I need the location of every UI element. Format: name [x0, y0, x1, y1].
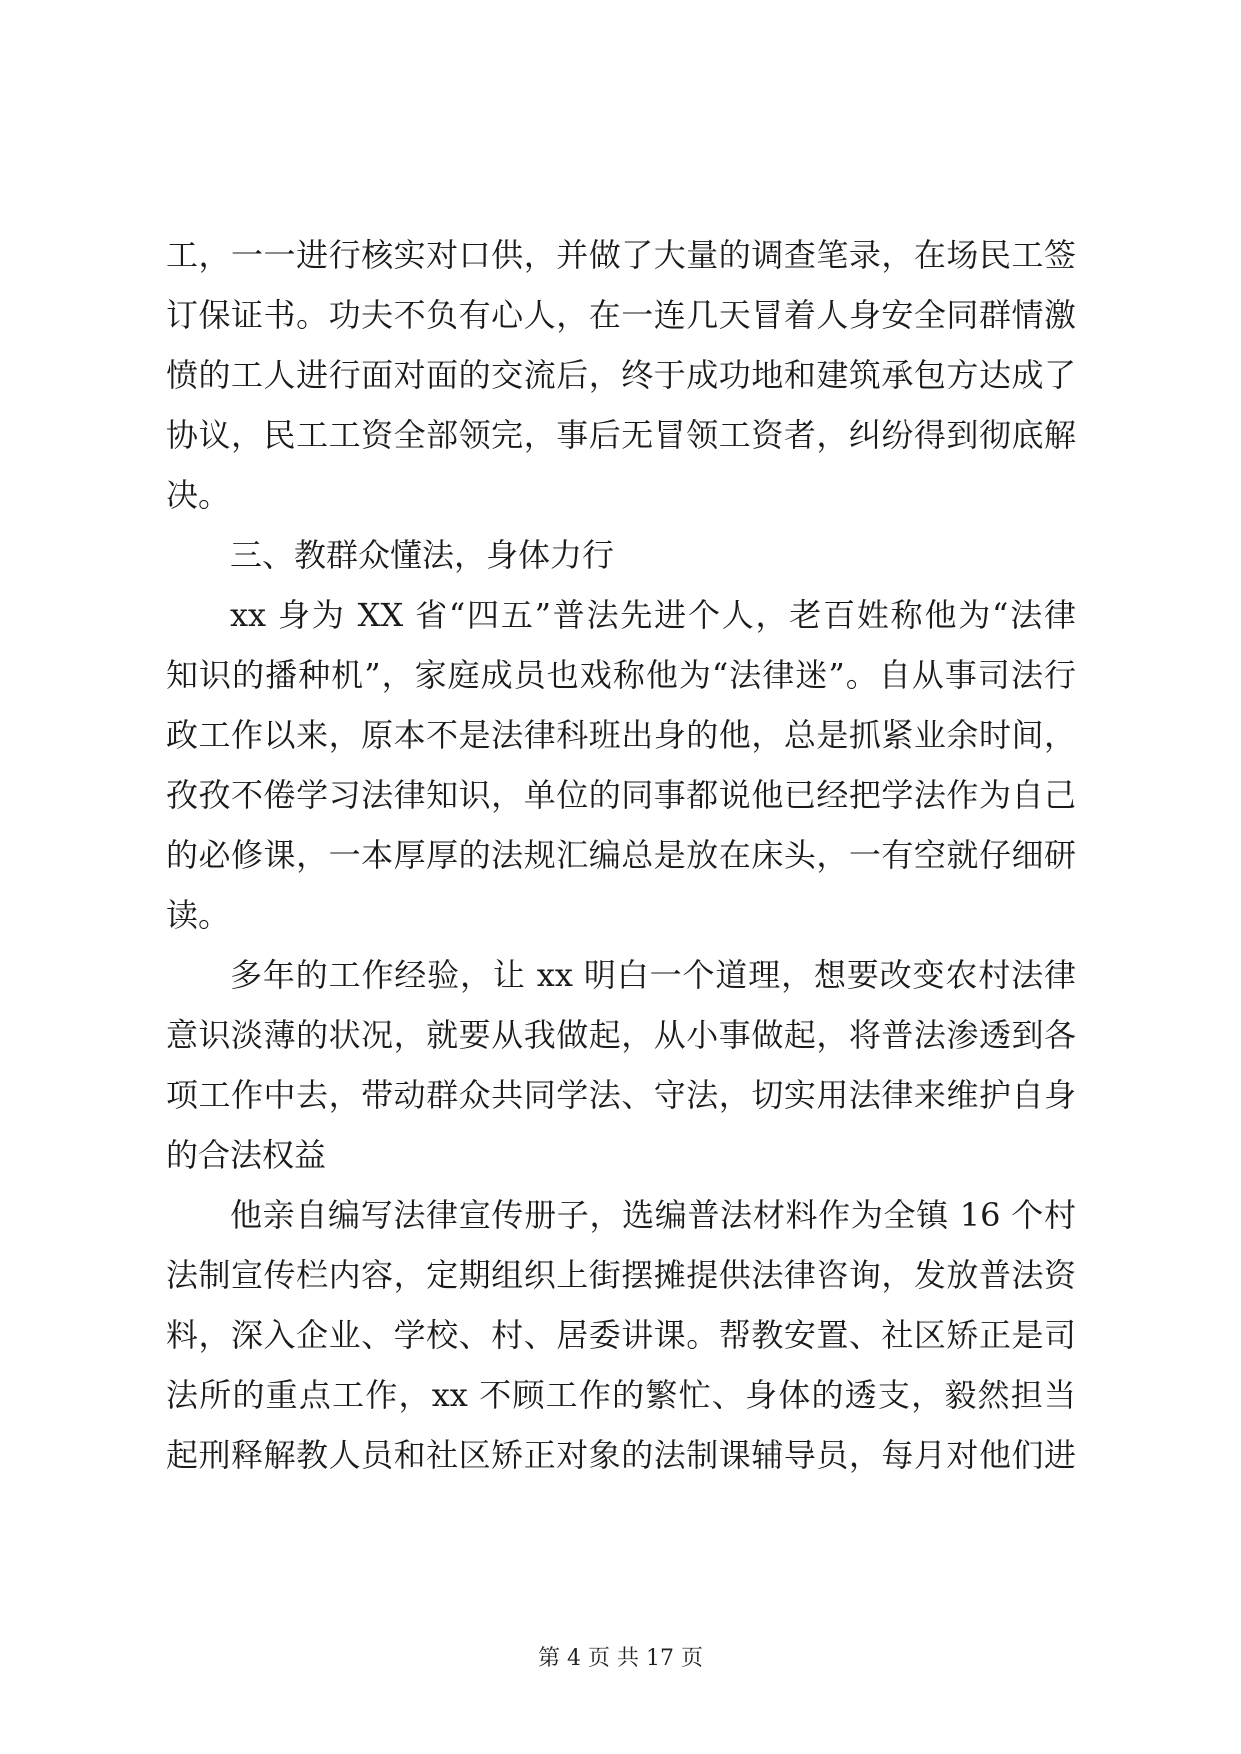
text-line: 他亲自编写法律宣传册子，选编普法材料作为全镇 16 个村 — [230, 1196, 1076, 1234]
text-line: 起刑释解教人员和社区矫正对象的法制课辅导员，每月对他们进 — [166, 1436, 1076, 1474]
text-line: 愤的工人进行面对面的交流后，终于成功地和建筑承包方达成了 — [166, 356, 1076, 394]
text-line: 意识淡薄的状况，就要从我做起，从小事做起，将普法渗透到各 — [166, 1016, 1076, 1054]
text-line: 知识的播种机”，家庭成员也戏称他为“法律迷”。自从事司法行 — [166, 656, 1076, 694]
text-line: 项工作中去，带动群众共同学法、守法，切实用法律来维护自身 — [166, 1076, 1076, 1114]
section-heading: 三、教群众懂法，身体力行 — [230, 536, 615, 574]
text-line: 协议，民工工资全部领完，事后无冒领工资者，纠纷得到彻底解 — [166, 416, 1076, 454]
text-line: 料，深入企业、学校、村、居委讲课。帮教安置、社区矫正是司 — [166, 1316, 1076, 1354]
text-line: 多年的工作经验，让 xx 明白一个道理，想要改变农村法律 — [230, 956, 1076, 994]
text-line: xx 身为 XX 省“四五”普法先进个人，老百姓称他为“法律 — [230, 596, 1076, 634]
text-line: 订保证书。功夫不负有心人，在一连几天冒着人身安全同群情激 — [166, 296, 1076, 334]
text-line: 的合法权益 — [166, 1136, 327, 1174]
text-line: 的必修课，一本厚厚的法规汇编总是放在床头，一有空就仔细研 — [166, 836, 1076, 874]
text-line: 法所的重点工作，xx 不顾工作的繁忙、身体的透支，毅然担当 — [166, 1376, 1076, 1414]
text-line: 决。 — [166, 476, 231, 514]
text-line: 读。 — [166, 896, 231, 934]
text-line: 工，一一进行核实对口供，并做了大量的调查笔录，在场民工签 — [166, 236, 1076, 274]
text-line: 政工作以来，原本不是法律科班出身的他，总是抓紧业余时间， — [166, 716, 1076, 754]
page-number-footer: 第 4 页 共 17 页 — [538, 1646, 703, 1671]
body-text — [166, 225, 1076, 1485]
text-line: 法制宣传栏内容，定期组织上街摆摊提供法律咨询，发放普法资 — [166, 1256, 1076, 1294]
text-line: 孜孜不倦学习法律知识，单位的同事都说他已经把学法作为自己 — [166, 776, 1076, 814]
